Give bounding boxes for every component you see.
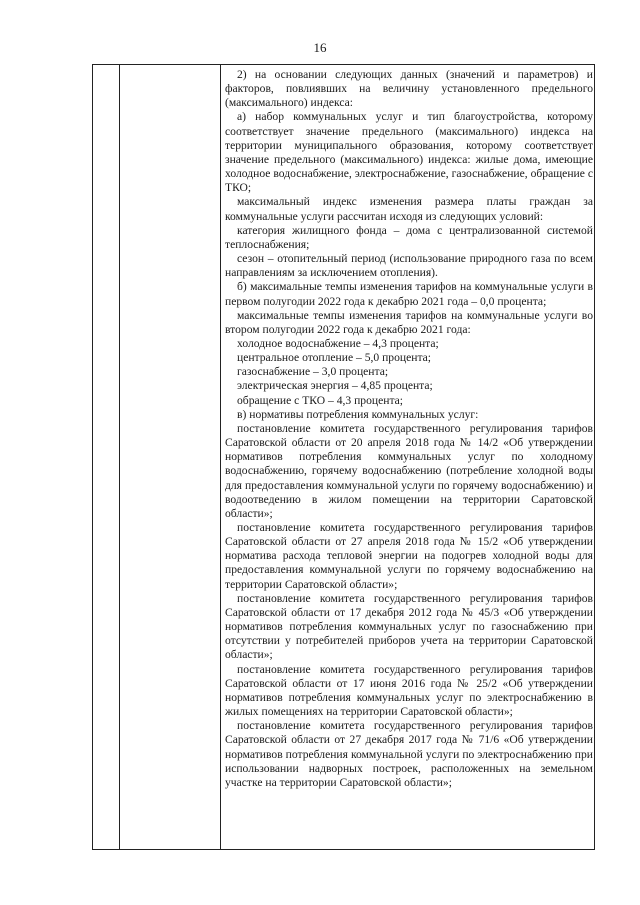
column-divider-2 [220, 65, 221, 849]
paragraph-14: постановление комитета государственного регулирования тарифов Саратовской области от 20 апреля 2018 года № 14/2 «Об утверждении нормативов потребления коммунальных услуг по холодному водоснабжению, горячему водоснабжению (потребление холодной воды для предоставления коммунальной услуги по горячему водоснабжению) и водоотведению в жилом помещении на территории Саратовской области»; [225, 421, 593, 520]
paragraph-1: 2) на основании следующих данных (значений и параметров) и факторов, повлиявших на величину установленного предельного (максимального) индекса: [225, 68, 593, 110]
paragraph-17: постановление комитета государственного регулирования тарифов Саратовской области от 17 июня 2016 года № 25/2 «Об утверждении нормативов потребления коммунальных услуг по электроснабжению в жилых помещениях на территории Саратовской области»; [225, 662, 593, 719]
paragraph-7: максимальные темпы изменения тарифов на коммунальные услуги во втором полугодии 2022 года к декабрю 2021 года: [225, 308, 593, 336]
paragraph-8: холодное водоснабжение – 4,3 процента; [237, 336, 439, 350]
paragraph-6: б) максимальные темпы изменения тарифов на коммунальные услуги в первом полугодии 2022 года к декабрю 2021 года – 0,0 процента; [225, 280, 593, 308]
paragraph-4: категория жилищного фонда – дома с централизованной системой теплоснабжения; [225, 223, 593, 251]
page-number: 16 [313, 40, 327, 55]
table-cell-text [225, 68, 593, 790]
document-table [92, 64, 595, 850]
paragraph-12: обращение с ТКО – 4,3 процента; [237, 393, 404, 407]
paragraph-9: центральное отопление – 5,0 процента; [237, 351, 432, 365]
paragraph-2: а) набор коммунальных услуг и тип благоустройства, которому соответствует значение предельного (максимального) индекса на территории муниципального образования, которому соответствует значение предельного (максимального) индекса: жилые дома, имеющие холодное водоснабжение, электроснабжение, газоснабжение, обращение с ТКО; [225, 110, 593, 195]
paragraph-15: постановление комитета государственного регулирования тарифов Саратовской области от 27 апреля 2018 года № 15/2 «Об утверждении норматива расхода тепловой энергии на подогрев холодной воды для предоставления коммунальной услуги по горячему водоснабжению на территории Саратовской области»; [225, 521, 593, 591]
paragraph-10: газоснабжение – 3,0 процента; [237, 365, 389, 379]
paragraph-3: максимальный индекс изменения размера платы граждан за коммунальные услуги рассчитан исходя из следующих условий: [225, 195, 593, 223]
paragraph-11: электрическая энергия – 4,85 процента; [237, 379, 433, 393]
column-divider-1 [119, 65, 120, 849]
paragraph-5: сезон – отопительный период (использование природного газа по всем направлениям за исключением отопления). [225, 252, 593, 280]
paragraph-13: в) нормативы потребления коммунальных услуг: [237, 407, 479, 421]
paragraph-16: постановление комитета государственного регулирования тарифов Саратовской области от 17 декабря 2012 года № 45/3 «Об утверждении нормативов потребления коммунальных услуг по газоснабжению при отсутствии у потребителей приборов учета на территории Саратовской области»; [225, 591, 593, 662]
paragraph-18: постановление комитета государственного регулирования тарифов Саратовской области от 27 декабря 2017 года № 71/6 «Об утверждении нормативов потребления коммунальной услуги по электроснабжению при использовании надворных построек, расположенных на земельном участке на территории Саратовской области»; [225, 719, 593, 789]
